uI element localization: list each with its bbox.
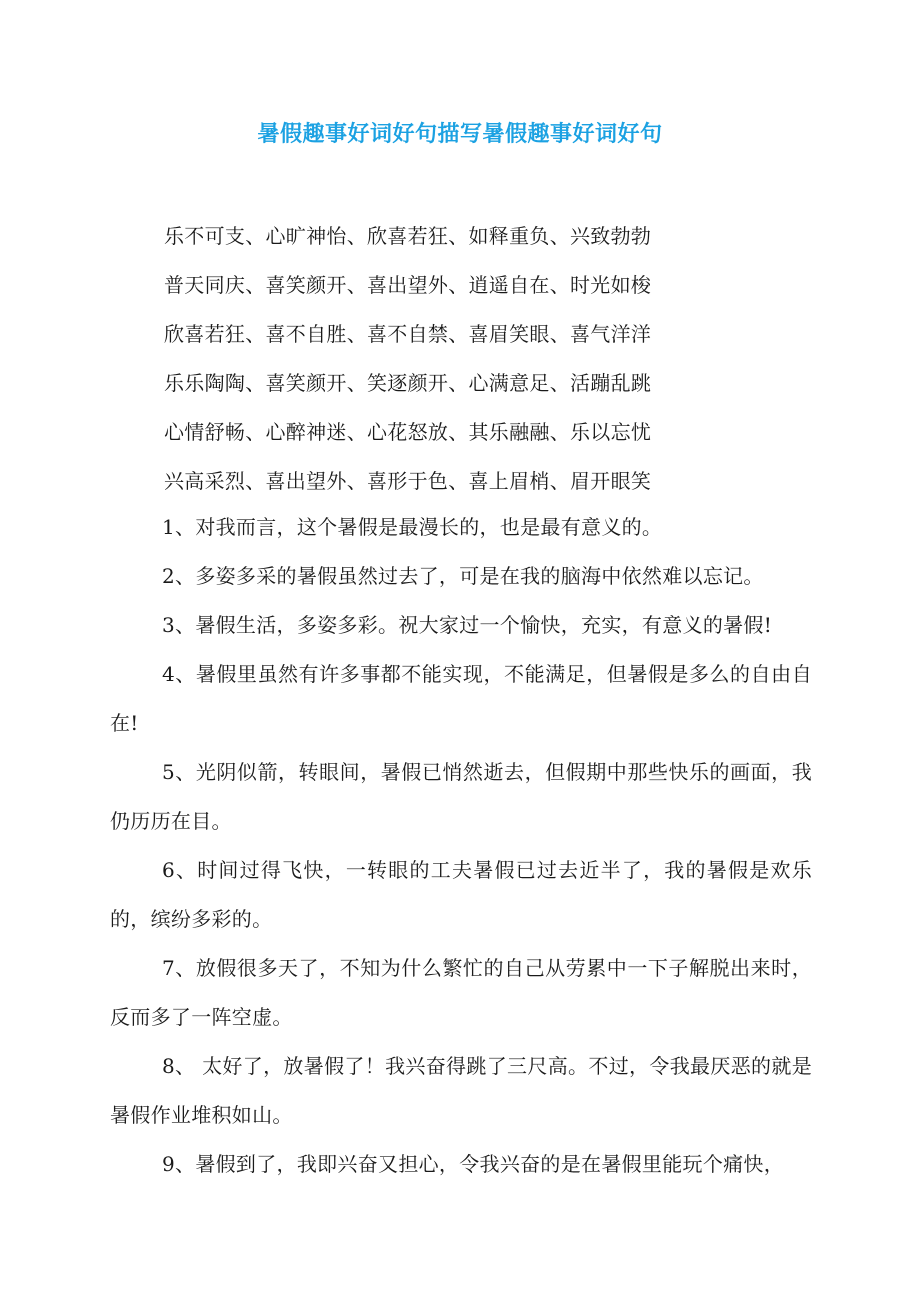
document-title: 暑假趣事好词好句描写暑假趣事好词好句	[257, 121, 663, 147]
sentence-paragraph: 4、暑假里虽然有许多事都不能实现，不能满足，但暑假是多么的自由自在!	[110, 662, 812, 735]
word-line: 普天同庆、喜笑颜开、喜出望外、逍遥自在、时光如梭	[164, 273, 652, 297]
sentence-paragraph: 2、多姿多采的暑假虽然过去了，可是在我的脑海中依然难以忘记。	[162, 564, 764, 588]
sentence-paragraph: 3、暑假生活，多姿多彩。祝大家过一个愉快，充实，有意义的暑假!	[162, 613, 773, 637]
word-line: 心情舒畅、心醉神迷、心花怒放、其乐融融、乐以忘忧	[164, 420, 652, 444]
sentence-paragraph: 9、暑假到了，我即兴奋又担心，令我兴奋的是在暑假里能玩个痛快，	[162, 1152, 785, 1176]
sentence-paragraph: 6、时间过得飞快，一转眼的工夫暑假已过去近半了，我的暑假是欢乐的，缤纷多彩的。	[110, 858, 812, 931]
sentence-paragraph: 7、放假很多天了，不知为什么繁忙的自己从劳累中一下子解脱出来时，反而多了一阵空虚。	[110, 956, 812, 1029]
sentence-paragraph: 1、对我而言，这个暑假是最漫长的，也是最有意义的。	[162, 515, 663, 539]
word-line: 欣喜若狂、喜不自胜、喜不自禁、喜眉笑眼、喜气洋洋	[164, 322, 652, 346]
word-list	[164, 212, 804, 506]
sentence-paragraph: 8、 太好了，放暑假了！我兴奋得跳了三尺高。不过，令我最厌恶的就是暑假作业堆积如山。	[110, 1054, 812, 1127]
word-line: 乐乐陶陶、喜笑颜开、笑逐颜开、心满意足、活蹦乱跳	[164, 371, 652, 395]
sentence-paragraph: 5、光阴似箭，转眼间，暑假已悄然逝去，但假期中那些快乐的画面，我仍历历在目。	[110, 760, 812, 833]
word-line: 兴高采烈、喜出望外、喜形于色、喜上眉梢、眉开眼笑	[164, 469, 652, 493]
sentence-list	[110, 503, 812, 1189]
word-line: 乐不可支、心旷神怡、欣喜若狂、如释重负、兴致勃勃	[164, 224, 652, 248]
